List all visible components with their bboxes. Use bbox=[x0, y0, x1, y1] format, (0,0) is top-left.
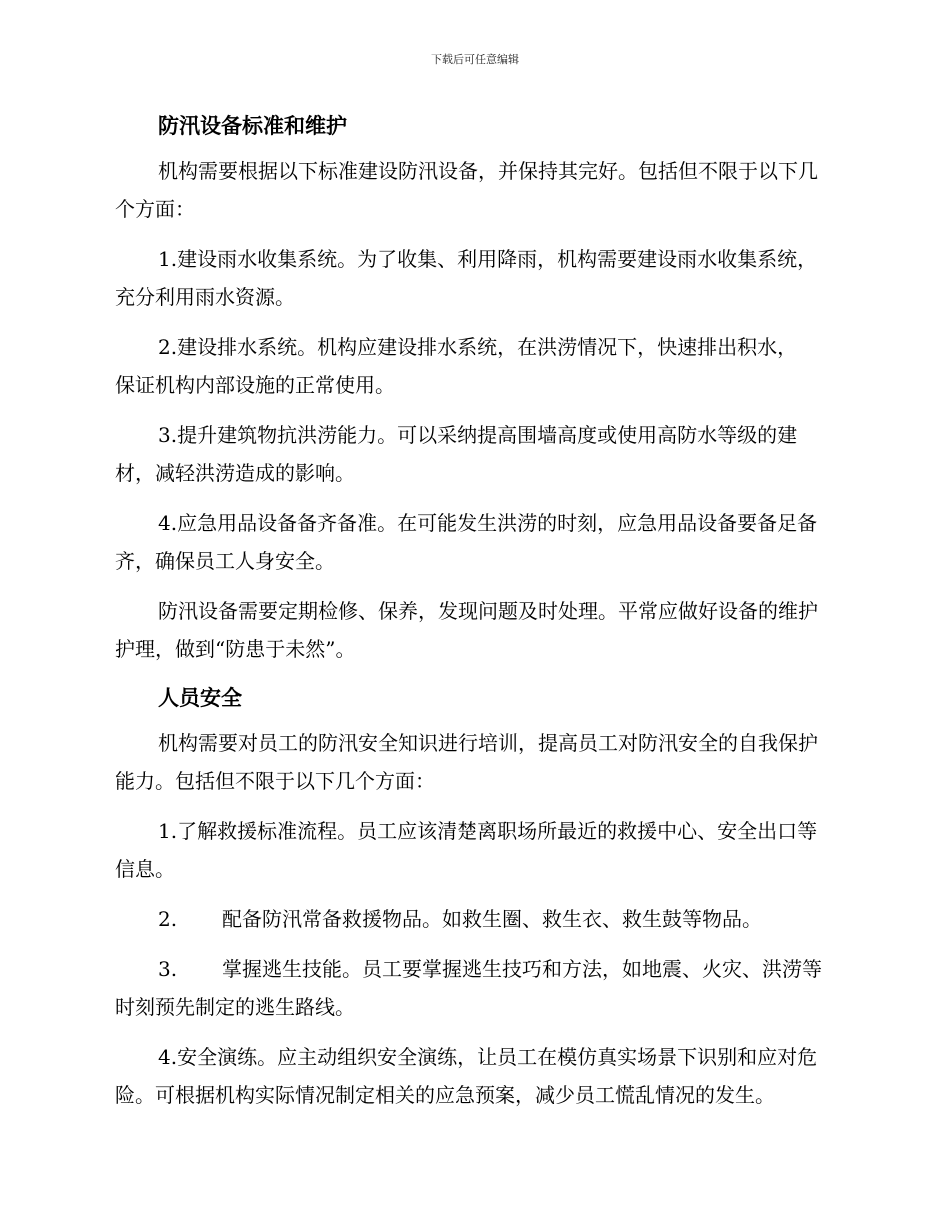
list-item-safety-drill: 4.安全演练。应主动组织安全演练，让员工在模仿真实场景下识别和应对危险。可根据机构实际情况制定相关的应急预案，减少员工慌乱情况的发生。 bbox=[115, 1045, 818, 1107]
page-header-note: 下载后可任意编辑 bbox=[431, 53, 519, 66]
list-number: 3. bbox=[158, 957, 178, 981]
paragraph-intro-equipment: 机构需要根据以下标准建设防汛设备，并保持其完好。包括但不限于以下几个方面： bbox=[115, 159, 818, 221]
section-heading-personnel-safety: 人员安全 bbox=[158, 685, 242, 710]
list-number: 2. bbox=[158, 907, 178, 931]
list-item-text: 配备防汛常备救援物品。如救生圈、救生衣、救生鼓等物品。 bbox=[222, 907, 762, 931]
list-item-drainage: 2.建设排水系统。机构应建设排水系统，在洪涝情况下，快速排出积水，保证机构内部设施的正常使用。 bbox=[115, 335, 798, 397]
list-item-rescue-process: 1.了解救援标准流程。员工应该清楚离职场所最近的救援中心、安全出口等信息。 bbox=[115, 819, 818, 881]
list-item-building: 3.提升建筑物抗洪涝能力。可以采纳提高围墙高度或使用高防水等级的建材，减轻洪涝造成的影响。 bbox=[115, 423, 798, 485]
paragraph-intro-personnel: 机构需要对员工的防汛安全知识进行培训，提高员工对防汛安全的自我保护能力。包括但不限于以下几个方面： bbox=[115, 731, 818, 793]
list-item-text: 掌握逃生技能。员工要掌握逃生技巧和方法，如地震、火灾、洪涝等时刻预先制定的逃生路线。 bbox=[115, 957, 822, 1019]
list-item-escape-skills bbox=[115, 950, 837, 1026]
list-item-emergency-supplies: 4.应急用品设备备齐备准。在可能发生洪涝的时刻，应急用品设备要备足备齐，确保员工人身安全。 bbox=[115, 511, 818, 573]
document-body bbox=[115, 110, 837, 1126]
list-item-rescue-supplies bbox=[115, 900, 837, 938]
list-item-rainwater: 1.建设雨水收集系统。为了收集、利用降雨，机构需要建设雨水收集系统，充分利用雨水资源。 bbox=[115, 247, 818, 309]
section-heading-flood-equipment: 防汛设备标准和维护 bbox=[158, 113, 347, 138]
paragraph-maintenance: 防汛设备需要定期检修、保养，发现问题及时处理。平常应做好设备的维护护理，做到“防患于未然”。 bbox=[115, 599, 818, 661]
